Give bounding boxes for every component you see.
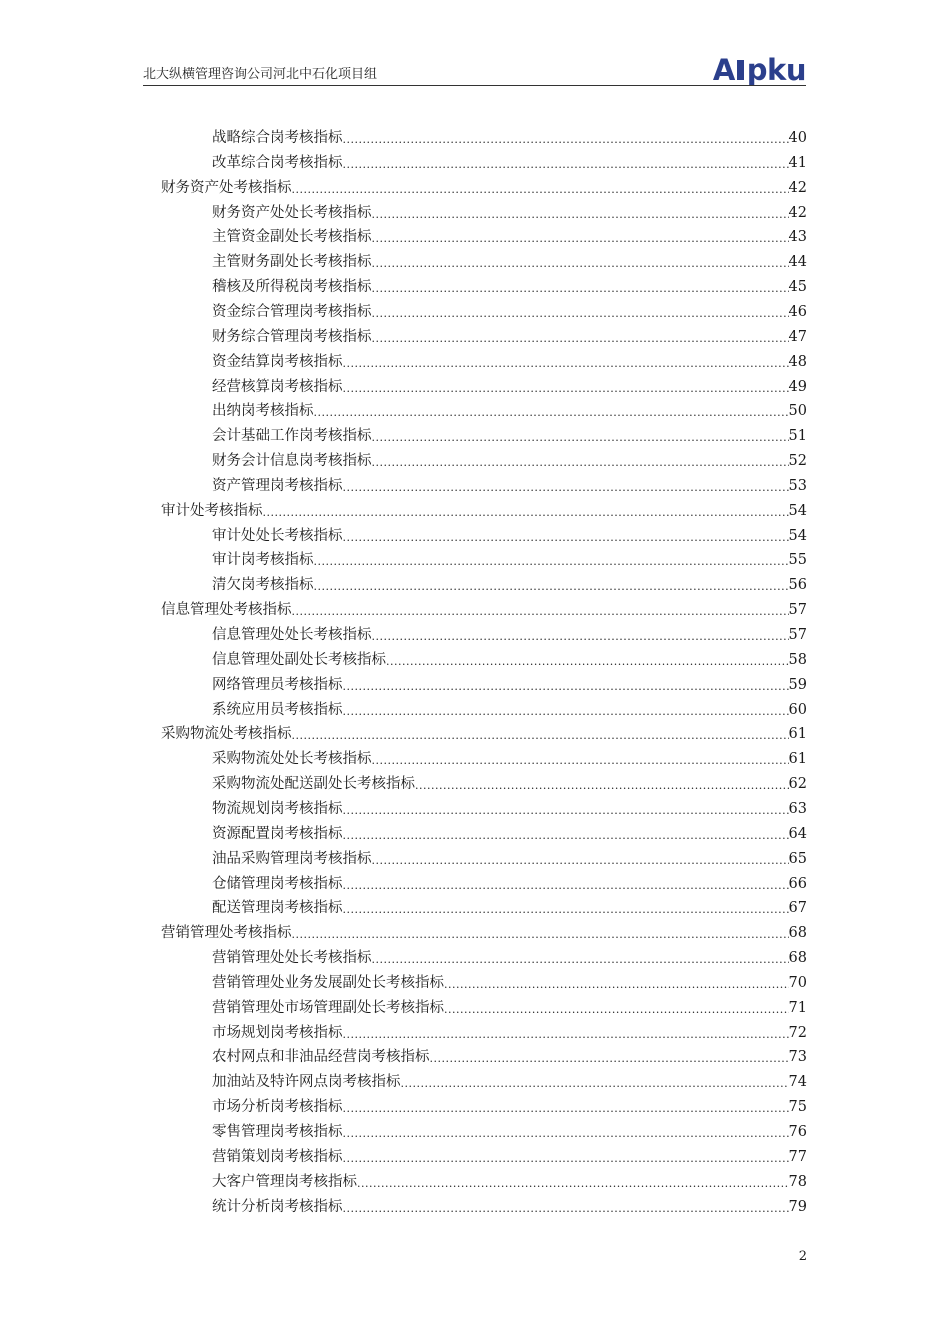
- toc-entry-page: 46: [788, 303, 807, 320]
- toc-entry-title: 出纳岗考核指标: [212, 403, 314, 420]
- toc-entry[interactable]: [212, 646, 807, 670]
- toc-dot-leader: [372, 231, 789, 247]
- toc-entry[interactable]: [212, 223, 807, 247]
- toc-entry-title: 营销管理处考核指标: [161, 925, 292, 942]
- toc-entry-page: 40: [788, 130, 807, 146]
- toc-entry-title: 信息管理处副处长考核指标: [212, 651, 386, 668]
- page-number: 2: [798, 1249, 807, 1264]
- toc-entry-page: 49: [788, 378, 807, 395]
- toc-dot-leader: [372, 430, 789, 446]
- toc-entry[interactable]: [212, 969, 807, 993]
- toc-entry[interactable]: [212, 1193, 807, 1217]
- toc-dot-leader: [343, 803, 789, 819]
- page-header: [143, 53, 806, 87]
- toc-dot-leader: [343, 530, 789, 546]
- toc-entry[interactable]: [212, 447, 807, 471]
- toc-entry-title: 主管财务副处长考核指标: [212, 254, 372, 271]
- toc-dot-leader: [372, 281, 789, 297]
- toc-dot-leader: [372, 853, 789, 869]
- toc-entry-page: 64: [788, 825, 807, 842]
- toc-entry-page: 75: [788, 1099, 807, 1116]
- toc-dot-leader: [343, 1151, 789, 1167]
- toc-dot-leader: [263, 505, 789, 521]
- toc-entry[interactable]: [212, 1143, 807, 1167]
- toc-entry-title: 审计处考核指标: [161, 502, 263, 519]
- toc-dot-leader: [386, 654, 789, 670]
- toc-entry[interactable]: [212, 1093, 807, 1117]
- toc-dot-leader: [343, 902, 789, 918]
- toc-entry-page: 41: [788, 154, 807, 171]
- toc-entry[interactable]: [212, 373, 807, 397]
- header-title: 北大纵横管理咨询公司河北中石化项目组: [143, 67, 378, 82]
- toc-entry[interactable]: [161, 174, 807, 198]
- toc-dot-leader: [357, 1176, 789, 1192]
- toc-entry-page: 70: [788, 974, 807, 991]
- toc-entry[interactable]: [212, 1068, 807, 1092]
- toc-entry-page: 78: [788, 1173, 807, 1190]
- toc-entry-title: 稽核及所得税岗考核指标: [212, 279, 372, 296]
- toc-entry[interactable]: [212, 696, 807, 720]
- toc-entry-title: 市场分析岗考核指标: [212, 1099, 343, 1116]
- toc-entry-page: 56: [788, 577, 807, 594]
- toc-dot-leader: [372, 753, 789, 769]
- toc-entry-title: 配送管理岗考核指标: [212, 900, 343, 917]
- toc-entry-title: 主管资金副处长考核指标: [212, 229, 372, 246]
- toc-entry[interactable]: [212, 1043, 807, 1067]
- toc-dot-leader: [343, 1201, 789, 1217]
- toc-dot-leader: [314, 554, 789, 570]
- toc-dot-leader: [343, 356, 789, 372]
- toc-entry[interactable]: [212, 273, 807, 297]
- toc-entry[interactable]: [212, 124, 807, 148]
- toc-entry-title: 农村网点和非油品经营岗考核指标: [212, 1049, 430, 1066]
- toc-entry-title: 采购物流处配送副处长考核指标: [212, 776, 415, 793]
- toc-entry-page: 71: [788, 999, 807, 1016]
- toc-dot-leader: [372, 331, 789, 347]
- toc-entry-page: 76: [788, 1124, 807, 1140]
- toc-entry-page: 63: [788, 800, 807, 817]
- toc-dot-leader: [292, 604, 789, 620]
- toc-entry-title: 营销管理处处长考核指标: [212, 950, 372, 967]
- toc-entry-title: 大客户管理岗考核指标: [212, 1173, 357, 1190]
- toc-entry[interactable]: [212, 1168, 807, 1192]
- toc-entry-page: 60: [788, 701, 807, 718]
- toc-dot-leader: [343, 679, 789, 695]
- toc-entry[interactable]: [212, 1118, 807, 1142]
- toc-entry-page: 42: [788, 179, 807, 196]
- toc-entry-title: 仓储管理岗考核指标: [212, 875, 343, 892]
- toc-entry[interactable]: [212, 149, 807, 173]
- toc-entry[interactable]: [212, 1019, 807, 1043]
- toc-entry-page: 50: [788, 403, 807, 420]
- toc-entry[interactable]: [212, 671, 807, 695]
- toc-entry[interactable]: [212, 323, 807, 347]
- toc-entry-page: 54: [788, 502, 807, 519]
- toc-dot-leader: [314, 405, 789, 421]
- toc-entry-page: 62: [788, 776, 807, 793]
- toc-dot-leader: [372, 629, 789, 645]
- toc-entry-page: 65: [788, 850, 807, 867]
- toc-entry[interactable]: [161, 919, 807, 943]
- toc-entry-title: 加油站及特许网点岗考核指标: [212, 1074, 401, 1091]
- toc-entry-title: 营销策划岗考核指标: [212, 1148, 343, 1165]
- toc-entry-title: 采购物流处考核指标: [161, 726, 292, 743]
- toc-entry-title: 清欠岗考核指标: [212, 577, 314, 594]
- toc-entry-title: 油品采购管理岗考核指标: [212, 850, 372, 867]
- toc-entry[interactable]: [212, 894, 807, 918]
- toc-entry-page: 47: [788, 328, 807, 345]
- toc-entry-page: 52: [788, 453, 807, 470]
- toc-entry-page: 42: [788, 204, 807, 221]
- toc-dot-leader: [292, 182, 789, 198]
- toc-dot-leader: [415, 778, 789, 794]
- toc-dot-leader: [372, 455, 789, 471]
- toc-dot-leader: [401, 1076, 789, 1092]
- toc-entry-title: 资金综合管理岗考核指标: [212, 303, 372, 320]
- toc-entry-page: 61: [788, 751, 807, 768]
- toc-entry-title: 财务会计信息岗考核指标: [212, 453, 372, 470]
- toc-entry-page: 74: [788, 1074, 807, 1091]
- toc-entry-title: 会计基础工作岗考核指标: [212, 428, 372, 445]
- toc-entry[interactable]: [212, 795, 807, 819]
- toc-entry-page: 45: [788, 279, 807, 296]
- toc-entry-title: 系统应用员考核指标: [212, 701, 343, 718]
- toc-entry-title: 战略综合岗考核指标: [212, 130, 343, 146]
- toc-entry-page: 44: [788, 254, 807, 271]
- toc-entry-page: 73: [788, 1049, 807, 1066]
- toc-dot-leader: [343, 1101, 789, 1117]
- company-logo: [712, 53, 806, 87]
- toc-entry-page: 57: [788, 602, 807, 619]
- toc-entry[interactable]: [212, 745, 807, 769]
- toc-entry[interactable]: [212, 770, 807, 794]
- toc-entry[interactable]: [212, 621, 807, 645]
- toc-dot-leader: [343, 480, 789, 496]
- toc-entry-page: 58: [788, 651, 807, 668]
- toc-dot-leader: [292, 927, 789, 943]
- toc-entry[interactable]: [212, 397, 807, 421]
- toc-dot-leader: [372, 306, 789, 322]
- toc-dot-leader: [343, 132, 789, 148]
- toc-entry[interactable]: [161, 720, 807, 744]
- header-divider: [143, 85, 806, 86]
- toc-entry[interactable]: [161, 596, 807, 620]
- toc-entry-title: 审计处处长考核指标: [212, 527, 343, 544]
- toc-dot-leader: [444, 1002, 789, 1018]
- toc-entry-page: 66: [788, 875, 807, 892]
- toc-entry-title: 资产管理岗考核指标: [212, 477, 343, 494]
- toc-entry[interactable]: [212, 870, 807, 894]
- logo-mark-icon: [737, 60, 744, 80]
- toc-entry[interactable]: [212, 298, 807, 322]
- toc-entry[interactable]: [212, 994, 807, 1018]
- logo-letter: A: [712, 53, 735, 87]
- toc-entry[interactable]: [212, 546, 807, 570]
- toc-entry-page: 68: [788, 950, 807, 967]
- toc-entry[interactable]: [212, 422, 807, 446]
- toc-dot-leader: [343, 1027, 789, 1043]
- toc-entry-title: 审计岗考核指标: [212, 552, 314, 569]
- toc-dot-leader: [343, 828, 789, 844]
- toc-dot-leader: [444, 977, 789, 993]
- toc-dot-leader: [314, 579, 789, 595]
- toc-entry-page: 77: [788, 1148, 807, 1165]
- toc-entry[interactable]: [212, 522, 807, 546]
- toc-dot-leader: [372, 256, 789, 272]
- toc-entry[interactable]: [212, 944, 807, 968]
- toc-entry-page: 59: [788, 676, 807, 693]
- toc-dot-leader: [372, 952, 789, 968]
- toc-dot-leader: [343, 878, 789, 894]
- toc-entry[interactable]: [161, 497, 807, 521]
- toc-entry-title: 营销管理处业务发展副处长考核指标: [212, 974, 444, 991]
- toc-entry-title: 营销管理处市场管理副处长考核指标: [212, 999, 444, 1016]
- toc-entry[interactable]: [212, 820, 807, 844]
- toc-entry-title: 财务资产处考核指标: [161, 179, 292, 196]
- toc-dot-leader: [343, 704, 789, 720]
- toc-entry-title: 物流规划岗考核指标: [212, 800, 343, 817]
- toc-entry-title: 资金结算岗考核指标: [212, 353, 343, 370]
- toc-dot-leader: [343, 157, 789, 173]
- toc-dot-leader: [430, 1051, 789, 1067]
- toc-entry-title: 信息管理处考核指标: [161, 602, 292, 619]
- toc-entry-title: 市场规划岗考核指标: [212, 1024, 343, 1041]
- toc-entry-page: 79: [788, 1198, 807, 1215]
- toc-entry-page: 48: [788, 353, 807, 370]
- toc-entry-title: 经营核算岗考核指标: [212, 378, 343, 395]
- toc-dot-leader: [292, 728, 789, 744]
- toc-entry-page: 57: [788, 627, 807, 643]
- toc-entry-title: 信息管理处处长考核指标: [212, 627, 372, 643]
- toc-entry-title: 采购物流处处长考核指标: [212, 751, 372, 768]
- toc-entry-page: 51: [788, 428, 807, 445]
- toc-entry-page: 55: [788, 552, 807, 569]
- toc-entry-title: 财务综合管理岗考核指标: [212, 328, 372, 345]
- toc-entry-page: 72: [788, 1024, 807, 1041]
- toc-entry-page: 53: [788, 477, 807, 494]
- toc-dot-leader: [343, 1126, 789, 1142]
- toc-entry-title: 统计分析岗考核指标: [212, 1198, 343, 1215]
- toc-entry[interactable]: [212, 248, 807, 272]
- toc-entry[interactable]: [212, 472, 807, 496]
- toc-entry-title: 资源配置岗考核指标: [212, 825, 343, 842]
- toc-entry[interactable]: [212, 571, 807, 595]
- toc-entry-page: 68: [788, 925, 807, 942]
- toc-entry-title: 财务资产处处长考核指标: [212, 204, 372, 221]
- toc-entry-page: 43: [788, 229, 807, 246]
- toc-dot-leader: [372, 207, 789, 223]
- toc-dot-leader: [343, 381, 789, 397]
- toc-entry-title: 零售管理岗考核指标: [212, 1124, 343, 1140]
- toc-entry-page: 67: [788, 900, 807, 917]
- toc-entry-title: 网络管理员考核指标: [212, 676, 343, 693]
- toc-entry-page: 54: [788, 527, 807, 544]
- toc-entry-page: 61: [788, 726, 807, 743]
- toc-entry[interactable]: [212, 845, 807, 869]
- logo-text: pku: [746, 53, 806, 87]
- toc-entry[interactable]: [212, 348, 807, 372]
- toc-entry[interactable]: [212, 199, 807, 223]
- toc-entry-title: 改革综合岗考核指标: [212, 154, 343, 171]
